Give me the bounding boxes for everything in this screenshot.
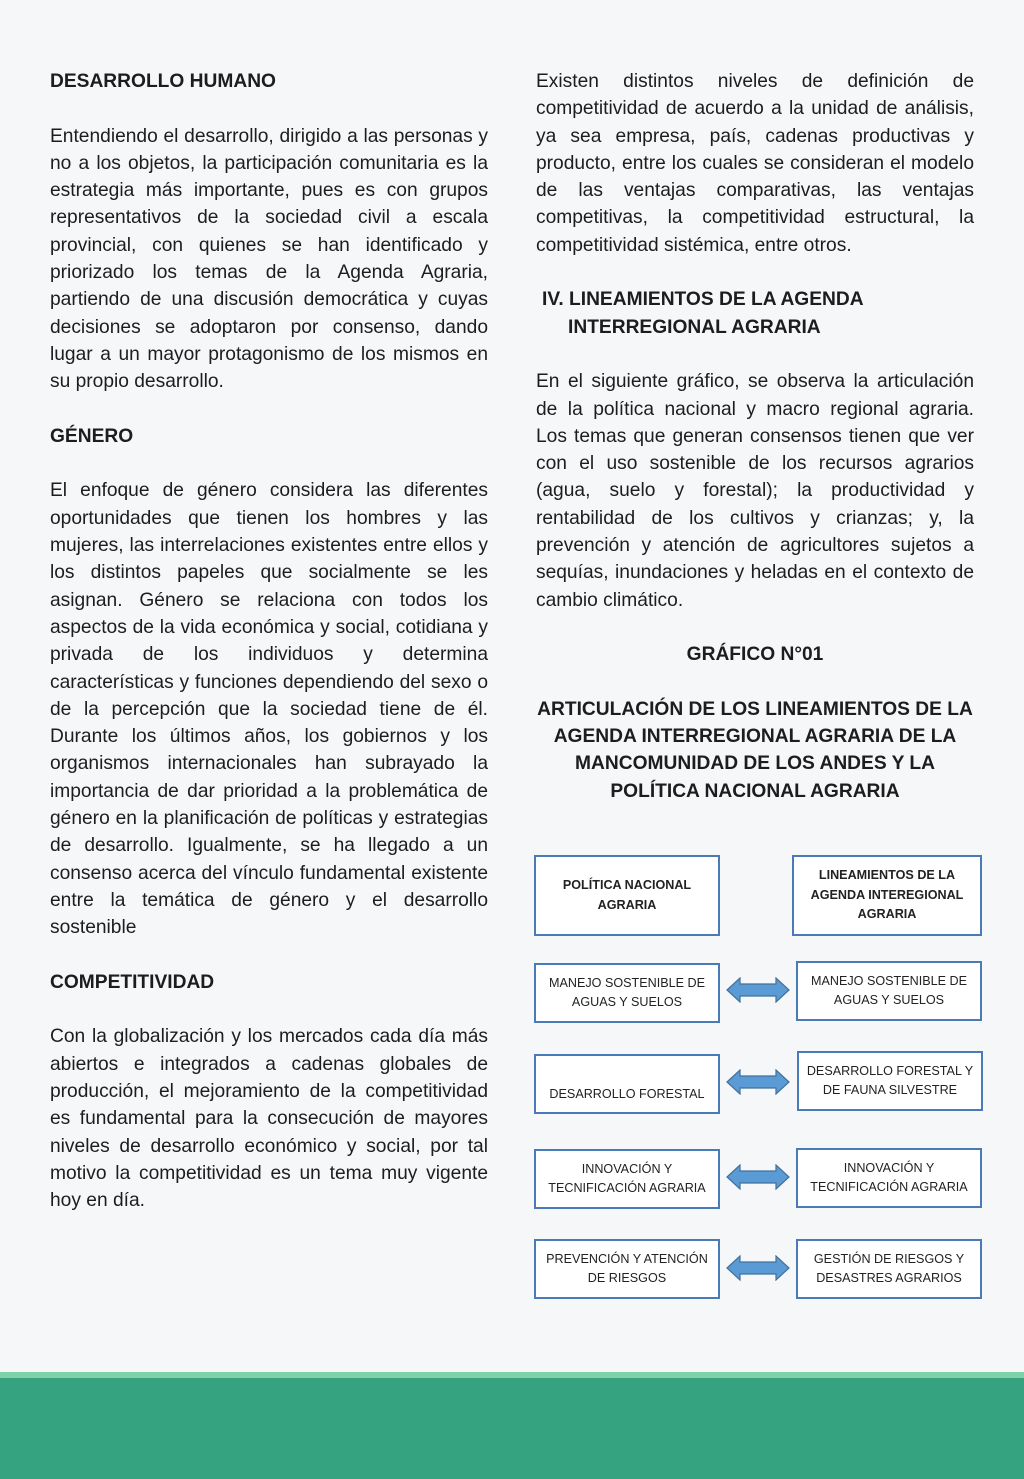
left-column xyxy=(50,68,488,1242)
articulation-diagram xyxy=(530,850,990,1310)
diagram-left-box: PREVENCIÓN Y ATENCIÓN DE RIESGOS xyxy=(534,1239,720,1299)
paragraph-niveles-competitividad: Existen distintos niveles de definición de competitividad de acuerdo a la unidad de análisis, ya sea empresa, país, cadenas productivas y producto, entre los cuales se consideran el modelo de las ventajas comparativas, las ventajas competitivas, la competitividad estructural, la competitividad sistémica, entre otros. xyxy=(536,71,974,256)
double-arrow-icon xyxy=(726,977,790,1003)
grafico-title: ARTICULACIÓN DE LOS LINEAMIENTOS DE LA AGENDA INTERREGIONAL AGRARIA DE LA MANCOMUNIDAD DE LOS ANDES Y LA POLÍTICA NACIONAL AGRARIA xyxy=(537,698,973,802)
grafico-label: GRÁFICO N°01 xyxy=(686,644,824,666)
diagram-left-box: DESARROLLO FORESTAL xyxy=(534,1054,720,1114)
double-arrow-icon xyxy=(726,1069,790,1095)
diagram-left-header: POLÍTICA NACIONAL AGRARIA xyxy=(534,855,720,936)
diagram-right-header: LINEAMIENTOS DE LA AGENDA INTEREGIONAL AGRARIA xyxy=(792,855,982,936)
double-arrow-icon xyxy=(726,1164,790,1190)
heading-genero: GÉNERO xyxy=(50,425,134,447)
diagram-right-box: MANEJO SOSTENIBLE DE AGUAS Y SUELOS xyxy=(796,961,982,1021)
heading-lineamientos: IV. LINEAMIENTOS DE LA AGENDA INTERREGIONAL AGRARIA xyxy=(542,289,863,338)
diagram-left-box: INNOVACIÓN Y TECNIFICACIÓN AGRARIA xyxy=(534,1149,720,1209)
diagram-left-box: MANEJO SOSTENIBLE DE AGUAS Y SUELOS xyxy=(534,963,720,1023)
heading-competitividad: COMPETITIVIDAD xyxy=(50,971,215,993)
footer-band xyxy=(0,1378,1024,1479)
paragraph-genero: El enfoque de género considera las diferentes oportunidades que tienen los hombres y las mujeres, las interrelaciones existentes entre ellos y los distintos papeles que socialmente se les asignan. Género se relaciona con todos los aspectos de la vida económica y social, cotidiana y privada de los individuos y determina características y funciones dependiendo del sexo o de la percepción que la sociedad tiene de él. Durante los últimos años, los gobiernos y los organismos internacionales han subrayado la importancia de dar prioridad a la problemática de género en la planificación de políticas y estrategias de desarrollo. Igualmente, se ha llegado a un consenso acerca del vínculo fundamental existente entre la temática de género y el desarrollo sostenible xyxy=(50,480,488,939)
paragraph-competitividad: Con la globalización y los mercados cada día más abiertos e integrados a cadenas globales de producción, el mejoramiento de la competitividad es fundamental para la consecución de mayores niveles de desarrollo económico y social, por tal motivo la competitividad es un tema muy vigente hoy en día. xyxy=(50,1026,488,1212)
diagram-right-box: INNOVACIÓN Y TECNIFICACIÓN AGRARIA xyxy=(796,1148,982,1208)
heading-desarrollo-humano: DESARROLLO HUMANO xyxy=(50,71,276,92)
right-column xyxy=(536,68,974,805)
paragraph-desarrollo-humano: Entendiendo el desarrollo, dirigido a las personas y no a los objetos, la participación comunitaria es la estrategia más importante, pues es con grupos representativos de la sociedad civil a escala provincial, con quienes se han identificado y priorizado los temas de la Agenda Agraria, partiendo de una discusión democrática y cuyas decisiones se adoptaron por consenso, dando lugar a un mayor protagonismo de los mismos en su propio desarrollo. xyxy=(50,125,488,393)
double-arrow-icon xyxy=(726,1255,790,1281)
diagram-right-box: DESARROLLO FORESTAL Y DE FAUNA SILVESTRE xyxy=(797,1051,983,1111)
diagram-right-box: GESTIÓN DE RIESGOS Y DESASTRES AGRARIOS xyxy=(796,1239,982,1299)
paragraph-grafico-intro: En el siguiente gráfico, se observa la articulación de la política nacional y macro regional agraria. Los temas que generan consensos tienen que ver con el uso sostenible de los recursos agrarios (agua, suelo y forestal); la productividad y rentabilidad de los cultivos y crianzas; y, la prevención y atención de agricultores sujetos a sequías, inundaciones y heladas en el contexto de cambio climático. xyxy=(536,371,974,611)
